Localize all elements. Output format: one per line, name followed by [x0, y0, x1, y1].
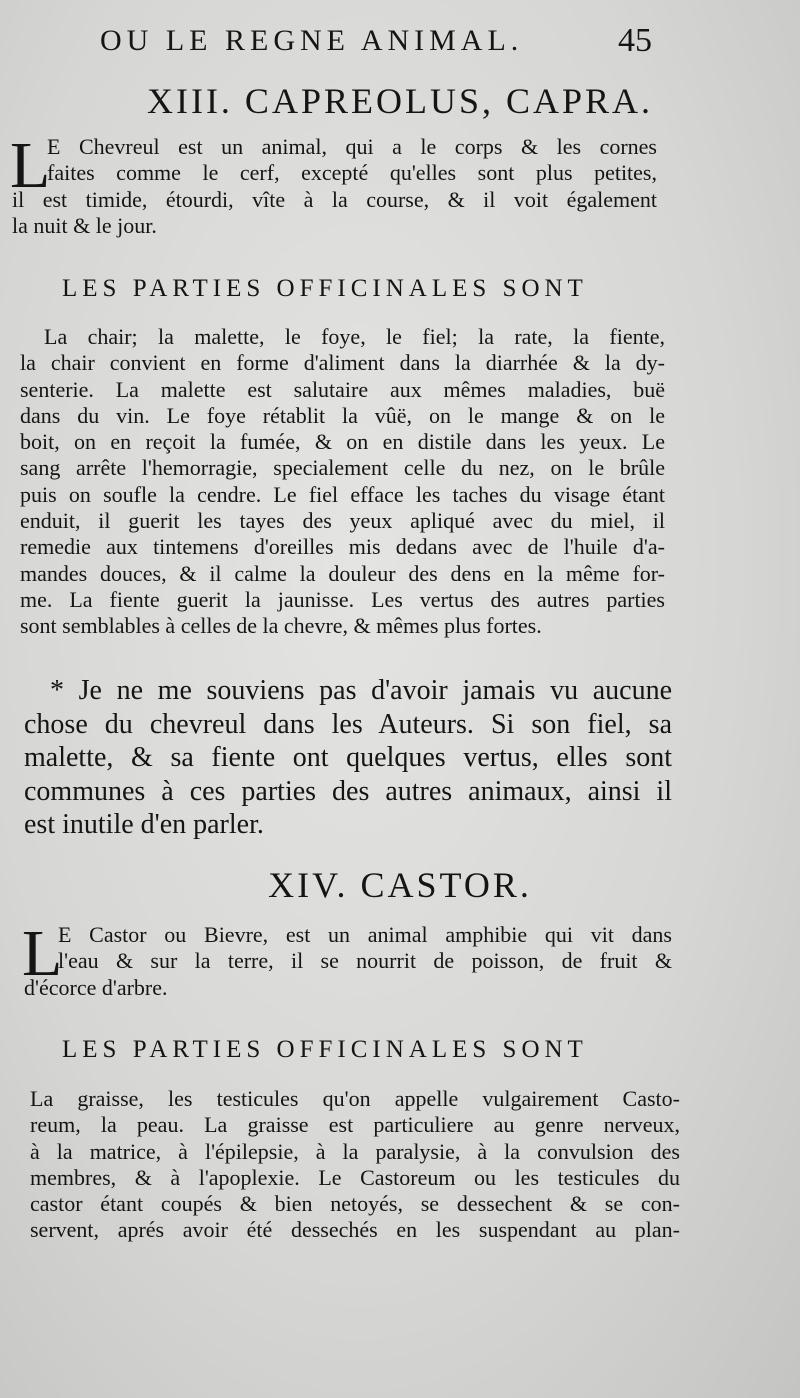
text-line: sang arrête l'hemorragie, specialement celle du nez, on le brûle: [20, 455, 665, 481]
text-line: puis on soufle la cendre. Le fiel efface les taches du visage étant: [20, 481, 665, 507]
intro-paragraph-capreolus-cont: [12, 187, 657, 240]
author-note: [24, 674, 672, 842]
text-line: mandes douces, & il calme la douleur des dens en la même for-: [20, 560, 665, 586]
text-line: E Chevreul est un animal, qui a le corps & les cornes: [47, 134, 657, 159]
text-line: il est timide, étourdi, vîte à la course, & il voit également: [12, 186, 657, 212]
text-line: castor étant coupés & bien netoyés, se dessechent & se con-: [30, 1191, 680, 1217]
subheading-officinales-1: LES PARTIES OFFICINALES SONT: [62, 275, 588, 302]
text-line: E Castor ou Bievre, est un animal amphibie qui vit dans: [58, 922, 672, 947]
drop-cap: L: [22, 917, 63, 990]
intro-paragraph-castor-cont: [24, 975, 672, 1001]
text-line: dans du vin. Le foye rétablit la vûë, on le mange & on le: [20, 402, 665, 428]
intro-paragraph-castor: [58, 922, 672, 975]
text-line: remedie aux tintemens d'oreilles mis dedans avec de l'huile d'a-: [20, 534, 665, 560]
body-paragraph-capreolus: [20, 324, 665, 640]
text-line: malette, & sa fiente ont quelques vertus, elles sont: [24, 742, 672, 773]
text-line: me. La fiente guerit la jaunisse. Les vertus des autres parties: [20, 586, 665, 612]
subheading-officinales-2: LES PARTIES OFFICINALES SONT: [62, 1036, 588, 1063]
text-line: faites comme le cerf, excepté qu'elles sont plus petites,: [47, 160, 657, 186]
text-line: la chair convient en forme d'aliment dans la diarrhée & la dy-: [20, 350, 665, 376]
text-line: boit, on en reçoit la fumée, & on en distile dans les yeux. Le: [20, 429, 665, 455]
section-title-castor: XIV. CASTOR.: [268, 865, 532, 905]
text-line: sont semblables à celles de la chevre, & mêmes plus fortes.: [20, 613, 542, 639]
text-line: reum, la peau. La graisse est particuliere au genre nerveux,: [30, 1112, 680, 1138]
body-paragraph-castor: [30, 1086, 680, 1244]
text-line: enduit, il guerit les tayes des yeux apliqué avec du miel, il: [20, 508, 665, 534]
section-title-capreolus: XIII. CAPREOLUS, CAPRA.: [146, 81, 654, 121]
text-line: La chair; la malette, le foye, le fiel; la rate, la fiente,: [44, 324, 665, 349]
text-line: * Je ne me souviens pas d'avoir jamais vu aucune: [50, 675, 672, 706]
text-line: communes à ces parties des autres animaux, ainsi il: [24, 775, 672, 807]
text-line: chose du chevreul dans les Auteurs. Si son fiel, sa: [24, 708, 672, 740]
text-line: La graisse, les testicules qu'on appelle vulgairement Casto-: [30, 1086, 680, 1111]
text-line: d'écorce d'arbre.: [24, 974, 168, 1000]
running-title: OU LE REGNE ANIMAL.: [100, 24, 524, 57]
intro-paragraph-capreolus: [47, 134, 657, 187]
drop-cap: L: [10, 129, 51, 202]
text-line: l'eau & sur la terre, il se nourrit de poisson, de fruit &: [58, 948, 672, 974]
text-line: servent, aprés avoir été dessechés en les suspendant au plan-: [30, 1217, 680, 1243]
text-line: membres, & à l'apoplexie. Le Castoreum ou les testicules du: [30, 1164, 680, 1190]
page-number: 45: [618, 22, 652, 59]
text-line: à la matrice, à l'épilepsie, à la paralysie, à la convulsion des: [30, 1138, 680, 1164]
text-line: senterie. La malette est salutaire aux mêmes maladies, buë: [20, 376, 665, 402]
text-line: la nuit & le jour.: [12, 212, 157, 238]
text-line: est inutile d'en parler.: [24, 809, 264, 840]
